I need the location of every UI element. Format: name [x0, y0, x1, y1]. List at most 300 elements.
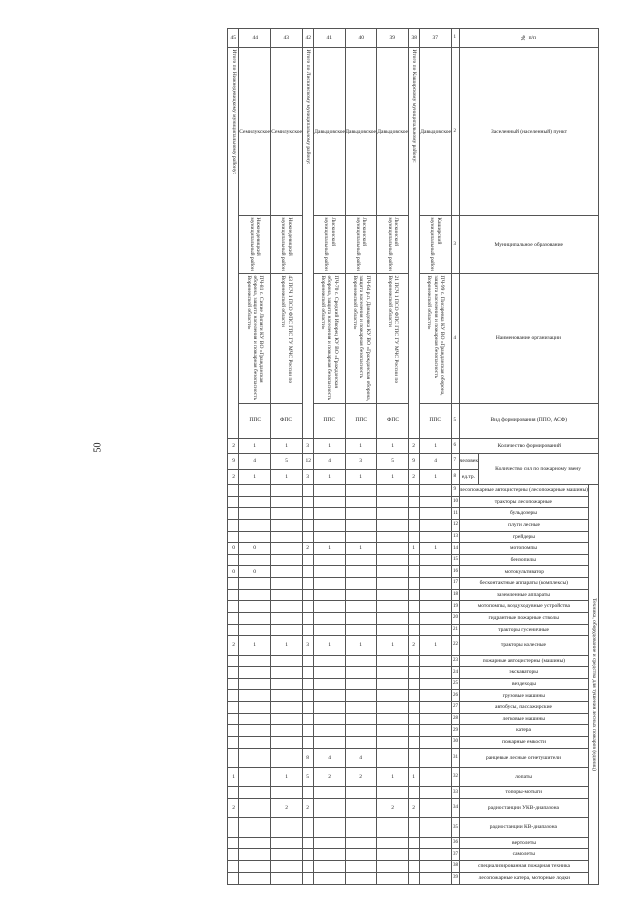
row-municipality-text: Нижнедевицкий муниципальный район	[280, 217, 293, 271]
row-equipment-18-empty	[271, 589, 303, 601]
row-equipment-35-empty	[302, 818, 313, 837]
header-equipment-35	[459, 818, 588, 837]
header-equipment-11	[459, 508, 588, 520]
fire-forces-table	[227, 28, 599, 885]
row-equipment-29-empty	[228, 725, 239, 737]
row-equipment-16-empty	[271, 566, 303, 578]
row-equipment-16-empty	[345, 566, 377, 578]
row-equipment-9-empty	[408, 485, 419, 497]
row-equipment-14	[313, 543, 345, 555]
column-number-5	[451, 403, 459, 438]
header-equipment-27	[459, 702, 588, 714]
row-equipment-17-empty	[419, 578, 451, 590]
header-equipment-26-text: грузовые машины	[502, 692, 546, 699]
row-equipment-14-text: 0	[253, 545, 257, 552]
row-equipment-17-empty	[377, 578, 409, 590]
row-equipment-14	[408, 543, 419, 555]
row-organization	[239, 274, 271, 403]
row-equipment-14	[228, 543, 239, 555]
row-equipment-28-empty	[408, 713, 419, 725]
row-equipment-33-empty	[302, 787, 313, 799]
row-equipment-31	[345, 748, 377, 767]
row-equipment-33-empty	[408, 787, 419, 799]
row-equipment-17-empty	[228, 578, 239, 590]
row-equipment-14	[239, 543, 271, 555]
row-no-text: 39	[389, 34, 396, 41]
row-equipment-25-empty	[408, 678, 419, 690]
row-equipment-22-text: 1	[285, 642, 288, 649]
row-equipment-17-empty	[313, 578, 345, 590]
row-vehicles-text: 1	[285, 473, 288, 480]
row-organization	[271, 274, 303, 403]
header-equipment-13	[459, 531, 588, 543]
row-equipment-19-empty	[302, 601, 313, 613]
total-row	[228, 29, 239, 885]
column-number-2	[451, 48, 459, 216]
row-equipment-38-empty	[345, 860, 377, 872]
row-equipment-9-empty	[228, 485, 239, 497]
column-number-12	[451, 519, 459, 531]
row-equipment-38-empty	[313, 860, 345, 872]
row-equipment-34-text: 2	[232, 804, 235, 811]
row-settlement	[239, 48, 271, 216]
row-equipment-14-text: 1	[327, 545, 331, 552]
row-unit-type-text: ФПС	[280, 417, 293, 424]
header-equipment-26	[459, 690, 588, 702]
row-equipment-15-empty	[302, 554, 313, 566]
row-equipment-26-empty	[345, 690, 377, 702]
header-people	[459, 454, 478, 470]
row-equipment-39-empty	[345, 872, 377, 884]
header-equipment-38	[459, 860, 588, 872]
row-people-text: 3	[359, 458, 363, 465]
row-equipment-27-empty	[419, 702, 451, 714]
row-no-text: 42	[305, 34, 311, 41]
row-equipment-9-empty	[345, 485, 377, 497]
column-number-36-text: 36	[452, 840, 458, 846]
row-equipment-23-empty	[345, 655, 377, 667]
row-unit-type	[377, 403, 409, 438]
header-equipment-30	[459, 736, 588, 748]
row-equipment-25-empty	[271, 678, 303, 690]
row-equipment-32-text: 1	[232, 773, 235, 780]
row-equipment-19-empty	[419, 601, 451, 613]
row-equipment-14-empty	[271, 543, 303, 555]
header-row-group	[589, 29, 599, 885]
row-equipment-21-empty	[345, 624, 377, 636]
row-equipment-10-empty	[228, 496, 239, 508]
row-equipment-24-empty	[419, 667, 451, 679]
row-people	[377, 454, 409, 470]
header-equipment-28	[459, 713, 588, 725]
row-units-count	[228, 438, 239, 454]
row-equipment-31-empty	[239, 748, 271, 767]
row-equipment-29-empty	[419, 725, 451, 737]
header-equipment-10	[459, 496, 588, 508]
row-equipment-23-empty	[271, 655, 303, 667]
row-equipment-11-empty	[228, 508, 239, 520]
page-number: 50	[92, 442, 104, 453]
row-equipment-26-empty	[228, 690, 239, 702]
row-units-count	[345, 438, 377, 454]
row-equipment-13-empty	[313, 531, 345, 543]
column-number-25-text: 25	[452, 681, 458, 687]
column-number-27-text: 27	[452, 704, 458, 710]
row-equipment-35-empty	[239, 818, 271, 837]
row-people-text: 4	[433, 458, 437, 465]
row-people	[345, 454, 377, 470]
row-equipment-36-empty	[302, 837, 313, 849]
row-equipment-29-empty	[345, 725, 377, 737]
row-equipment-21-empty	[302, 624, 313, 636]
row-equipment-12-empty	[271, 519, 303, 531]
row-equipment-22-text: 1	[433, 642, 437, 649]
header-equipment-39	[459, 872, 588, 884]
row-settlement-text: Семилукское	[239, 128, 271, 135]
row-equipment-15-empty	[377, 554, 409, 566]
row-equipment-38-empty	[377, 860, 409, 872]
column-number-8-text: 8	[453, 473, 457, 479]
column-number-11-text: 11	[452, 510, 458, 516]
row-equipment-21-empty	[408, 624, 419, 636]
row-equipment-28-empty	[271, 713, 303, 725]
row-equipment-20-empty	[302, 612, 313, 624]
row-equipment-11-empty	[271, 508, 303, 520]
row-no	[271, 29, 303, 48]
row-equipment-26-empty	[302, 690, 313, 702]
row-equipment-13-empty	[377, 531, 409, 543]
row-equipment-24-empty	[377, 667, 409, 679]
row-equipment-34	[377, 798, 409, 817]
row-equipment-22	[228, 636, 239, 655]
column-number-17	[451, 578, 459, 590]
column-number-33-text: 33	[452, 789, 458, 795]
row-municipality-text: Нижнедевицкий муниципальный район	[248, 217, 262, 271]
row-settlement-text: Давыдовское	[419, 128, 451, 135]
header-equipment-30-text: пожарные емкости	[501, 739, 546, 746]
row-vehicles	[377, 469, 409, 485]
row-equipment-23-empty	[239, 655, 271, 667]
row-equipment-36-empty	[377, 837, 409, 849]
row-equipment-12-empty	[408, 519, 419, 531]
row-equipment-9-empty	[377, 485, 409, 497]
row-unit-type	[271, 403, 303, 438]
row-equipment-19-empty	[228, 601, 239, 613]
row-equipment-26-empty	[313, 690, 345, 702]
row-equipment-28-empty	[419, 713, 451, 725]
row-equipment-39-empty	[302, 872, 313, 884]
row-unit-type	[313, 403, 345, 438]
row-equipment-13-empty	[228, 531, 239, 543]
row-equipment-15-empty	[419, 554, 451, 566]
row-equipment-26-empty	[271, 690, 303, 702]
row-equipment-38-empty	[228, 860, 239, 872]
row-equipment-10-empty	[302, 496, 313, 508]
row-equipment-34-empty	[239, 798, 271, 817]
row-people-text: 4	[327, 458, 331, 465]
row-vehicles	[271, 469, 303, 485]
row-equipment-30-empty	[408, 736, 419, 748]
row-equipment-9-empty	[271, 485, 303, 497]
row-vehicles	[313, 469, 345, 485]
column-number-3-text: 3	[453, 241, 457, 247]
row-equipment-31-empty	[228, 748, 239, 767]
row-unit-type	[345, 403, 377, 438]
row-equipment-14	[345, 543, 377, 555]
row-municipality	[377, 216, 409, 274]
row-equipment-22-text: 1	[253, 642, 257, 649]
row-equipment-32	[345, 767, 377, 786]
row-no	[239, 29, 271, 48]
row-municipality	[419, 216, 451, 274]
row-equipment-21-empty	[313, 624, 345, 636]
row-equipment-16-text: 0	[253, 568, 257, 575]
row-equipment-31-text: 4	[359, 754, 363, 761]
row-equipment-15-empty	[239, 554, 271, 566]
header-equipment-21-text: тракторы гусеничные	[498, 626, 550, 633]
column-number-10	[451, 496, 459, 508]
column-number-10-text: 10	[452, 499, 458, 505]
row-no-text: 41	[326, 34, 332, 41]
row-units-count	[239, 438, 271, 454]
row-equipment-31	[302, 748, 313, 767]
row-equipment-30-empty	[239, 736, 271, 748]
header-equipment-34-text: радиостанции УКВ-диапазона	[488, 804, 560, 811]
row-equipment-32	[302, 767, 313, 786]
row-equipment-27-empty	[377, 702, 409, 714]
column-number-8	[451, 469, 459, 485]
row-equipment-18-empty	[345, 589, 377, 601]
header-equipment-15-text: бензопилы	[511, 556, 537, 563]
row-organization-text: ПЧ-81 с. Синие Липяги КУ ВО «Гражданская оборона, защита населения и пожарная безопасность Воронежской области»	[245, 275, 265, 401]
row-equipment-23-empty	[302, 655, 313, 667]
row-equipment-38-empty	[419, 860, 451, 872]
column-number-30-text: 30	[452, 739, 458, 745]
row-equipment-14	[419, 543, 451, 555]
row-equipment-37-empty	[408, 849, 419, 861]
header-equipment-32	[459, 767, 588, 786]
row-equipment-32-empty	[239, 767, 271, 786]
column-number-35	[451, 818, 459, 837]
row-equipment-25-empty	[302, 678, 313, 690]
row-people	[419, 454, 451, 470]
row-municipality-text: Каширский муниципальный район	[429, 217, 442, 271]
column-number-21	[451, 624, 459, 636]
column-number-37	[451, 849, 459, 861]
header-equipment-16-text: мотокультиватор	[504, 568, 544, 575]
row-equipment-30-empty	[345, 736, 377, 748]
row-equipment-20-empty	[313, 612, 345, 624]
row-municipality	[345, 216, 377, 274]
column-number-13	[451, 531, 459, 543]
table-row	[345, 29, 377, 885]
row-no	[408, 29, 419, 48]
row-equipment-14	[302, 543, 313, 555]
column-number-6	[451, 438, 459, 454]
row-equipment-22	[408, 636, 419, 655]
row-equipment-34-text: 2	[306, 804, 310, 811]
column-number-13-text: 13	[452, 533, 458, 539]
row-equipment-22	[419, 636, 451, 655]
column-number-4-text: 4	[453, 335, 457, 341]
row-equipment-10-empty	[408, 496, 419, 508]
header-organization-text: Наименование организации	[496, 335, 562, 342]
row-equipment-21-empty	[228, 624, 239, 636]
row-equipment-35-empty	[408, 818, 419, 837]
column-number-25	[451, 678, 459, 690]
row-equipment-32	[408, 767, 419, 786]
row-units-count-text: 2	[232, 442, 235, 449]
row-equipment-18-empty	[302, 589, 313, 601]
table-row	[239, 29, 271, 885]
row-equipment-34-empty	[345, 798, 377, 817]
row-total-label-text: Итого по Каширскому муниципальному району:	[411, 49, 418, 163]
header-equipment-24	[459, 667, 588, 679]
row-equipment-39-empty	[419, 872, 451, 884]
row-equipment-22-text: 2	[412, 642, 416, 649]
row-vehicles-text: 3	[306, 473, 310, 480]
row-equipment-33-empty	[228, 787, 239, 799]
row-equipment-25-empty	[377, 678, 409, 690]
row-equipment-15-empty	[271, 554, 303, 566]
row-equipment-12-empty	[345, 519, 377, 531]
row-equipment-15-empty	[228, 554, 239, 566]
row-units-count	[271, 438, 303, 454]
row-equipment-28-empty	[239, 713, 271, 725]
row-equipment-37-empty	[239, 849, 271, 861]
row-equipment-13-empty	[239, 531, 271, 543]
row-organization-text: ПЧ-64 р.п. Давыдовка КУ ВО «Гражданская оборона, защита населения и пожарная безопасность Воронежской области»	[351, 275, 371, 402]
row-equipment-31	[313, 748, 345, 767]
row-equipment-31-empty	[271, 748, 303, 767]
column-number-23-text: 23	[452, 657, 458, 663]
row-equipment-26-empty	[408, 690, 419, 702]
row-equipment-17-empty	[239, 578, 271, 590]
header-equipment-24-text: экскаваторы	[509, 669, 539, 676]
row-equipment-29-empty	[239, 725, 271, 737]
column-number-32-text: 32	[452, 774, 458, 780]
header-equipment-18-text: заземленные аппараты	[497, 591, 551, 598]
header-equipment-33	[459, 787, 588, 799]
table-row	[377, 29, 409, 885]
column-number-2-text: 2	[453, 128, 457, 134]
row-people	[408, 454, 419, 470]
column-number-9-text: 9	[453, 487, 457, 493]
row-equipment-21-empty	[419, 624, 451, 636]
header-equipment-12	[459, 519, 588, 531]
row-equipment-31-empty	[408, 748, 419, 767]
header-equipment-group-text: Техника, оборудование и средства для тушения лесных пожаров (единиц)	[590, 598, 597, 771]
row-equipment-22-text: 2	[232, 642, 235, 649]
column-number-37-text: 37	[452, 851, 458, 857]
row-equipment-19-empty	[408, 601, 419, 613]
header-equipment-25	[459, 678, 588, 690]
row-equipment-32-text: 5	[306, 773, 310, 780]
row-equipment-24-empty	[408, 667, 419, 679]
row-equipment-16-empty	[313, 566, 345, 578]
row-no-text: 44	[252, 34, 258, 41]
row-equipment-28-empty	[302, 713, 313, 725]
row-equipment-27-empty	[239, 702, 271, 714]
table-row	[313, 29, 345, 885]
row-equipment-9-empty	[419, 485, 451, 497]
row-equipment-13-empty	[345, 531, 377, 543]
column-number-32	[451, 767, 459, 786]
row-equipment-37-empty	[302, 849, 313, 861]
row-equipment-11-empty	[239, 508, 271, 520]
row-equipment-22-text: 1	[391, 642, 394, 649]
row-equipment-36-empty	[313, 837, 345, 849]
row-equipment-13-empty	[302, 531, 313, 543]
header-equipment-31-text: ранцевые лесные огнетушители	[486, 754, 562, 761]
column-number-18	[451, 589, 459, 601]
row-equipment-32-text: 1	[391, 773, 394, 780]
header-equipment-35-text: радиостанции КВ-диапазона	[490, 824, 558, 831]
row-people-text: 5	[391, 458, 394, 465]
row-equipment-24-empty	[345, 667, 377, 679]
row-vehicles-text: 1	[327, 473, 331, 480]
row-equipment-14-text: 1	[359, 545, 363, 552]
header-equipment-20-text: гидрантные пожарные стволы	[488, 615, 560, 622]
column-number-19-text: 19	[452, 603, 458, 609]
column-number-17-text: 17	[452, 580, 458, 586]
row-equipment-18-empty	[228, 589, 239, 601]
row-equipment-35-empty	[345, 818, 377, 837]
row-equipment-37-empty	[345, 849, 377, 861]
column-number-14-text: 14	[452, 545, 458, 551]
row-equipment-22-text: 1	[327, 642, 331, 649]
row-units-count-text: 1	[253, 442, 257, 449]
column-number-39-text: 39	[452, 875, 458, 881]
row-equipment-34	[302, 798, 313, 817]
row-settlement-text: Давыдовское	[377, 128, 408, 135]
header-vehicles-text: ед.тр.	[462, 473, 476, 480]
row-equipment-31-text: 8	[306, 754, 310, 761]
header-equipment-32-text: лопаты	[515, 773, 533, 780]
column-number-20-text: 20	[452, 615, 458, 621]
column-number-30	[451, 736, 459, 748]
header-municipality	[459, 216, 598, 274]
row-organization-text: 21 ПСЧ 1 ПСО ФПС ГПС ГУ МЧС России по Воронежской области	[386, 275, 400, 384]
row-equipment-30-empty	[313, 736, 345, 748]
row-equipment-23-empty	[408, 655, 419, 667]
row-equipment-38-empty	[239, 860, 271, 872]
header-equipment-29-text: катера	[516, 727, 532, 734]
header-no-text: № п/п	[521, 34, 537, 41]
row-units-count-text: 2	[412, 442, 416, 449]
row-equipment-25-empty	[419, 678, 451, 690]
header-equipment-17-text: бесконтактные аппараты (комплексы)	[479, 580, 569, 587]
row-equipment-19-empty	[313, 601, 345, 613]
row-equipment-20-empty	[228, 612, 239, 624]
row-settlement	[419, 48, 451, 216]
row-equipment-35-empty	[313, 818, 345, 837]
row-equipment-23-empty	[377, 655, 409, 667]
row-equipment-16-text: 0	[232, 568, 235, 575]
table-row	[419, 29, 451, 885]
row-equipment-25-empty	[345, 678, 377, 690]
column-number-1-text: 1	[453, 35, 457, 41]
total-row	[408, 29, 419, 885]
total-row	[302, 29, 313, 885]
row-equipment-21-empty	[271, 624, 303, 636]
row-equipment-39-empty	[271, 872, 303, 884]
header-equipment-31	[459, 748, 588, 767]
row-equipment-24-empty	[228, 667, 239, 679]
row-equipment-38-empty	[271, 860, 303, 872]
row-equipment-19-empty	[377, 601, 409, 613]
row-equipment-20-empty	[345, 612, 377, 624]
